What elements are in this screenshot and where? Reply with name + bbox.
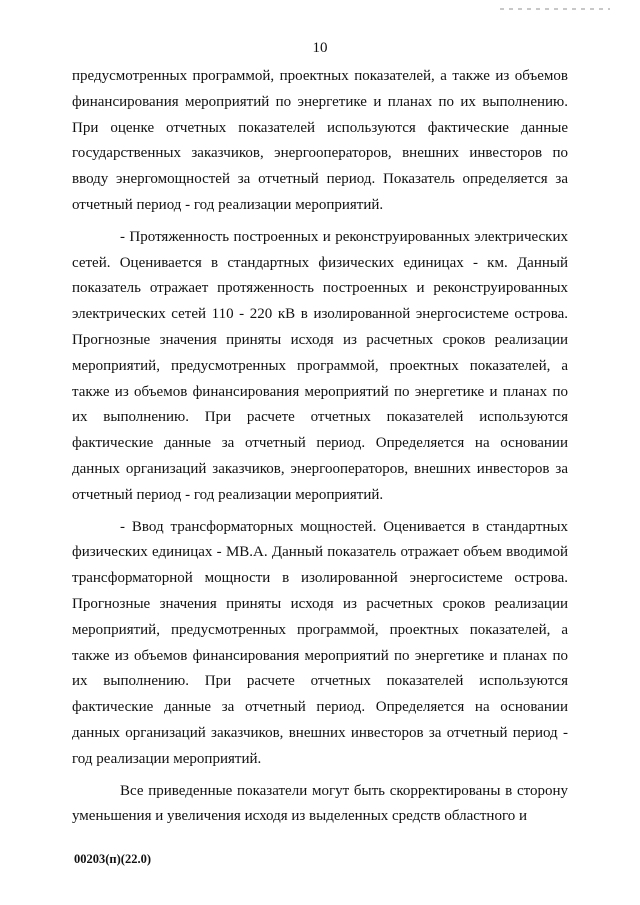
- paragraph-adjustment: Все приведенные показатели могут быть скорректированы в сторону уменьшения и увеличения исходя из выделенных средств областного и: [72, 782, 568, 825]
- document-body: [72, 64, 568, 830]
- paragraph-network-length: - Протяженность построенных и реконструированных электрических сетей. Оценивается в стандартных физических единицах - км. Данный показатель отражает протяженность построенных и реконструированных электрических сетей 110 - 220 кВ в изолированной энергосистеме острова. Прогнозные значения приняты исходя из расчетных сроков реализации мероприятий, предусмотренных программой, проектных показателей, а также из объемов финансирования мероприятий по энергетике и планах по их выполнению. При расчете отчетных показателей используются фактические данные за отчетный период. Определяется на основании данных организаций заказчиков, энергооператоров, внешних инвесторов за отчетный период - год реализации мероприятий.: [72, 228, 568, 503]
- page-number: 10: [312, 40, 328, 56]
- scan-artifact: [500, 8, 610, 10]
- paragraph-continuation: предусмотренных программой, проектных показателей, а также из объемов финансирования мероприятий по энергетике и планах по их выполнению. При оценке отчетных показателей используются фактические данные государственных заказчиков, энергооператоров, внешних инвесторов по вводу энергомощностей за отчетный период. Показатель определяется за отчетный период - год реализации мероприятий.: [72, 68, 568, 213]
- paragraph-transformer-capacity: - Ввод трансформаторных мощностей. Оценивается в стандартных физических единицах - МВ.А. Данный показатель отражает объем вводимой трансформаторной мощности в изолированной энергосистеме острова. Прогнозные значения приняты исходя из расчетных сроков реализации мероприятий, предусмотренных программой, проектных показателей, а также из объемов финансирования мероприятий по энергетике и планах по их выполнению. При расчете отчетных показателей используются фактические данные за отчетный период. Определяется на основании данных организаций заказчиков, внешних инвесторов за отчетный период - год реализации мероприятий.: [72, 518, 568, 767]
- footer-document-code: 00203(п)(22.0): [74, 852, 151, 866]
